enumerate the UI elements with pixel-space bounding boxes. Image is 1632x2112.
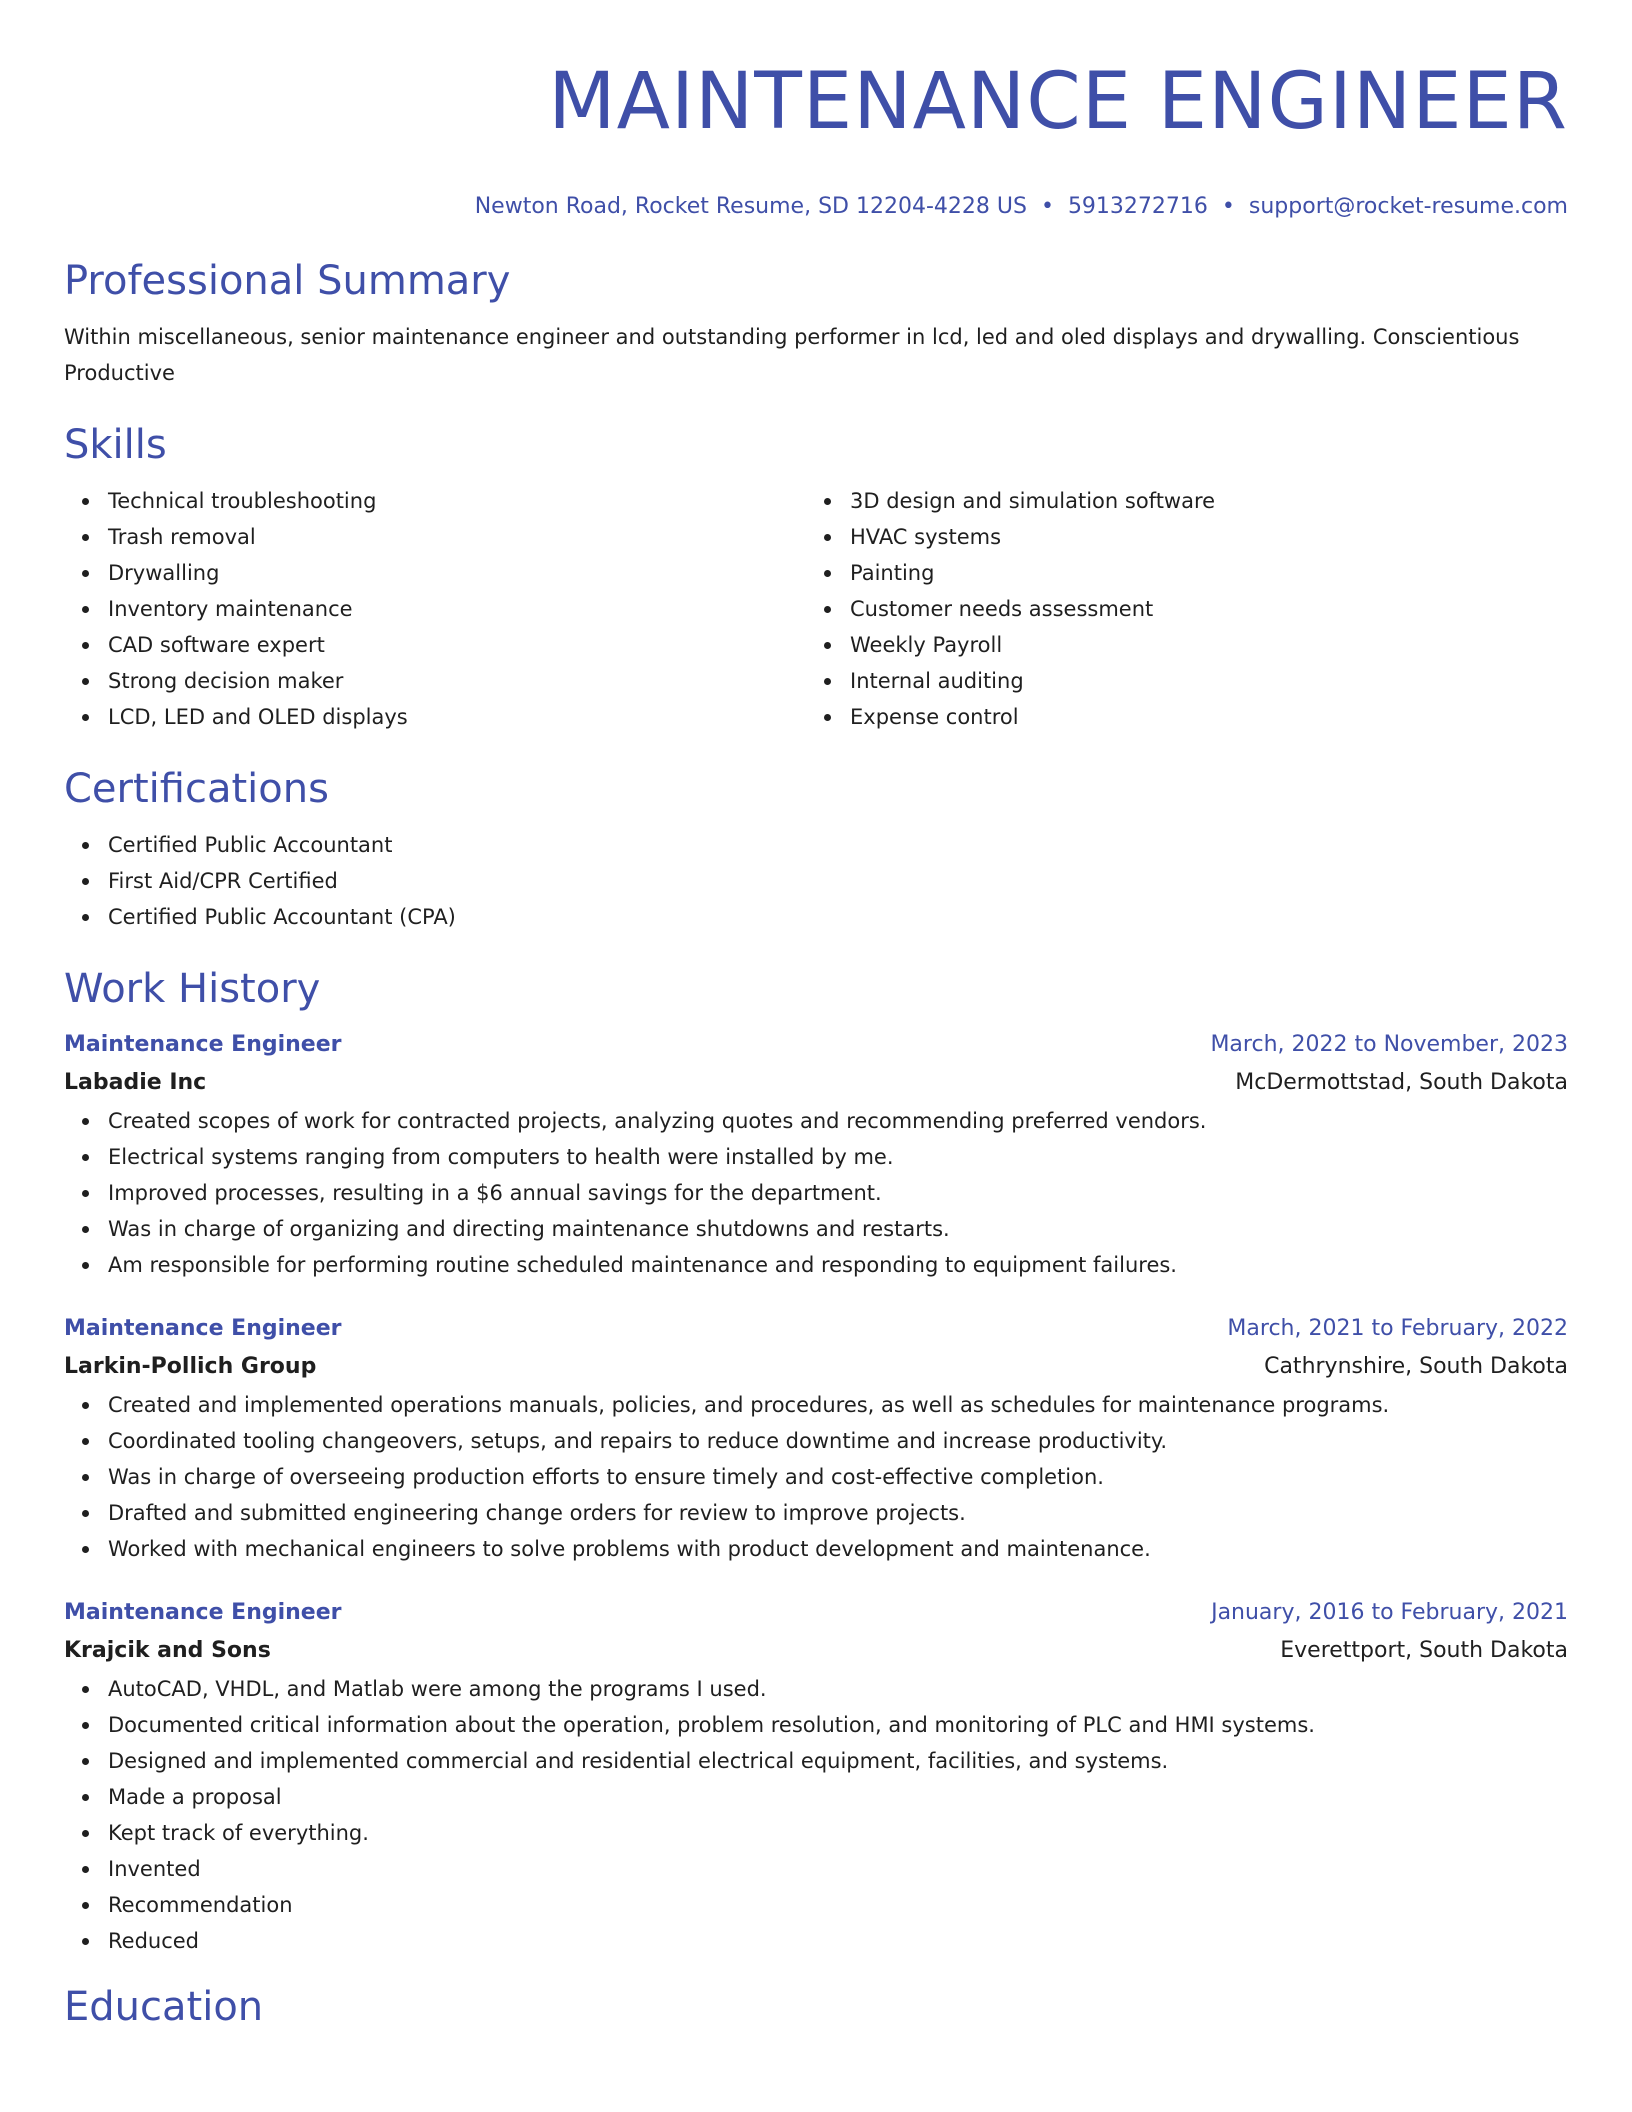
certification-item: Certified Public Accountant <box>108 827 1568 863</box>
job-bullet: Made a proposal <box>108 1779 1568 1815</box>
skills-list-right <box>806 483 1548 735</box>
job-bullet: Was in charge of organizing and directing maintenance shutdowns and restarts. <box>108 1211 1568 1247</box>
job-bullet: Designed and implemented commercial and residential electrical equipment, facilities, and systems. <box>108 1743 1568 1779</box>
certifications-list <box>64 827 1568 935</box>
job-bullet: Reduced <box>108 1923 1568 1959</box>
certification-item: First Aid/CPR Certified <box>108 863 1568 899</box>
job-bullet-list <box>64 1671 1568 1959</box>
skill-item: HVAC systems <box>850 519 1548 555</box>
job-bullet: Drafted and submitted engineering change orders for review to improve projects. <box>108 1495 1568 1531</box>
job-company: Larkin-Pollich Group <box>64 1354 317 1379</box>
skill-item: CAD software expert <box>108 627 806 663</box>
job-bullet: Electrical systems ranging from computers to health were installed by me. <box>108 1139 1568 1175</box>
skills-column-left <box>64 483 806 735</box>
skills-column-right <box>806 483 1548 735</box>
skill-item: Inventory maintenance <box>108 591 806 627</box>
job-location: McDermottstad, South Dakota <box>1235 1070 1568 1095</box>
education-heading: Education <box>64 1984 264 2030</box>
skill-item: Drywalling <box>108 555 806 591</box>
job-company-row <box>64 1631 1568 1671</box>
job-bullet: Am responsible for performing routine scheduled maintenance and responding to equipment failures. <box>108 1247 1568 1283</box>
job-header-row <box>64 1311 1568 1347</box>
job-company-row <box>64 1063 1568 1103</box>
work-history-heading: Work History <box>64 966 321 1012</box>
job-bullet: AutoCAD, VHDL, and Matlab were among the programs I used. <box>108 1671 1568 1707</box>
skill-item: Strong decision maker <box>108 663 806 699</box>
job-header-row <box>64 1595 1568 1631</box>
job-title: Maintenance Engineer <box>64 1600 342 1625</box>
skill-item: Customer needs assessment <box>850 591 1548 627</box>
job-bullet: Created scopes of work for contracted projects, analyzing quotes and recommending preferred vendors. <box>108 1103 1568 1139</box>
job-company-row <box>64 1347 1568 1387</box>
job-title: Maintenance Engineer <box>64 1032 342 1057</box>
skill-item: Expense control <box>850 699 1548 735</box>
job-company: Labadie Inc <box>64 1070 207 1095</box>
contact-line <box>64 194 1568 219</box>
resume-title: MAINTENANCE ENGINEER <box>548 57 1568 147</box>
separator-dot: • <box>1040 194 1054 219</box>
skill-item: Technical troubleshooting <box>108 483 806 519</box>
separator-dot: • <box>1221 194 1235 219</box>
job-bullet: Recommendation <box>108 1887 1568 1923</box>
email-link[interactable]: support@rocket-resume.com <box>1248 194 1568 219</box>
skills-grid <box>64 483 1568 735</box>
job-location: Cathrynshire, South Dakota <box>1264 1354 1568 1379</box>
job-bullet: Invented <box>108 1851 1568 1887</box>
skill-item: Weekly Payroll <box>850 627 1548 663</box>
job-bullet: Created and implemented operations manuals, policies, and procedures, as well as schedules for maintenance programs. <box>108 1387 1568 1423</box>
summary-text: Within miscellaneous, senior maintenance engineer and outstanding performer in lcd, led and oled displays and drywalling. Conscientious Productive <box>64 325 1520 385</box>
address-text: Newton Road, Rocket Resume, SD 12204-4228 US <box>474 194 1027 219</box>
job-entry <box>64 1027 1568 1283</box>
job-bullet: Kept track of everything. <box>108 1815 1568 1851</box>
summary-heading: Professional Summary <box>64 258 511 304</box>
job-bullet: Worked with mechanical engineers to solve problems with product development and maintenance. <box>108 1531 1568 1567</box>
skill-item: Painting <box>850 555 1548 591</box>
job-entry <box>64 1595 1568 1959</box>
job-bullet: Coordinated tooling changeovers, setups, and repairs to reduce downtime and increase productivity. <box>108 1423 1568 1459</box>
job-dates: March, 2021 to February, 2022 <box>1227 1316 1568 1341</box>
job-entry <box>64 1311 1568 1567</box>
certifications-heading: Certifications <box>64 766 329 812</box>
job-dates: March, 2022 to November, 2023 <box>1210 1032 1568 1057</box>
job-header-row <box>64 1027 1568 1063</box>
job-bullet-list <box>64 1387 1568 1567</box>
job-location: Everettport, South Dakota <box>1280 1638 1568 1663</box>
skill-item: Trash removal <box>108 519 806 555</box>
skill-item: LCD, LED and OLED displays <box>108 699 806 735</box>
skill-item: Internal auditing <box>850 663 1548 699</box>
job-bullet: Was in charge of overseeing production efforts to ensure timely and cost-effective completion. <box>108 1459 1568 1495</box>
job-company: Krajcik and Sons <box>64 1638 271 1663</box>
job-title: Maintenance Engineer <box>64 1316 342 1341</box>
job-bullet-list <box>64 1103 1568 1283</box>
phone-text: 5913272716 <box>1067 194 1208 219</box>
skills-heading: Skills <box>64 422 167 468</box>
job-bullet: Improved processes, resulting in a $6 annual savings for the department. <box>108 1175 1568 1211</box>
skill-item: 3D design and simulation software <box>850 483 1548 519</box>
job-dates: January, 2016 to February, 2021 <box>1211 1600 1568 1625</box>
job-bullet: Documented critical information about the operation, problem resolution, and monitoring of PLC and HMI systems. <box>108 1707 1568 1743</box>
skills-list-left <box>64 483 806 735</box>
certification-item: Certified Public Accountant (CPA) <box>108 899 1568 935</box>
